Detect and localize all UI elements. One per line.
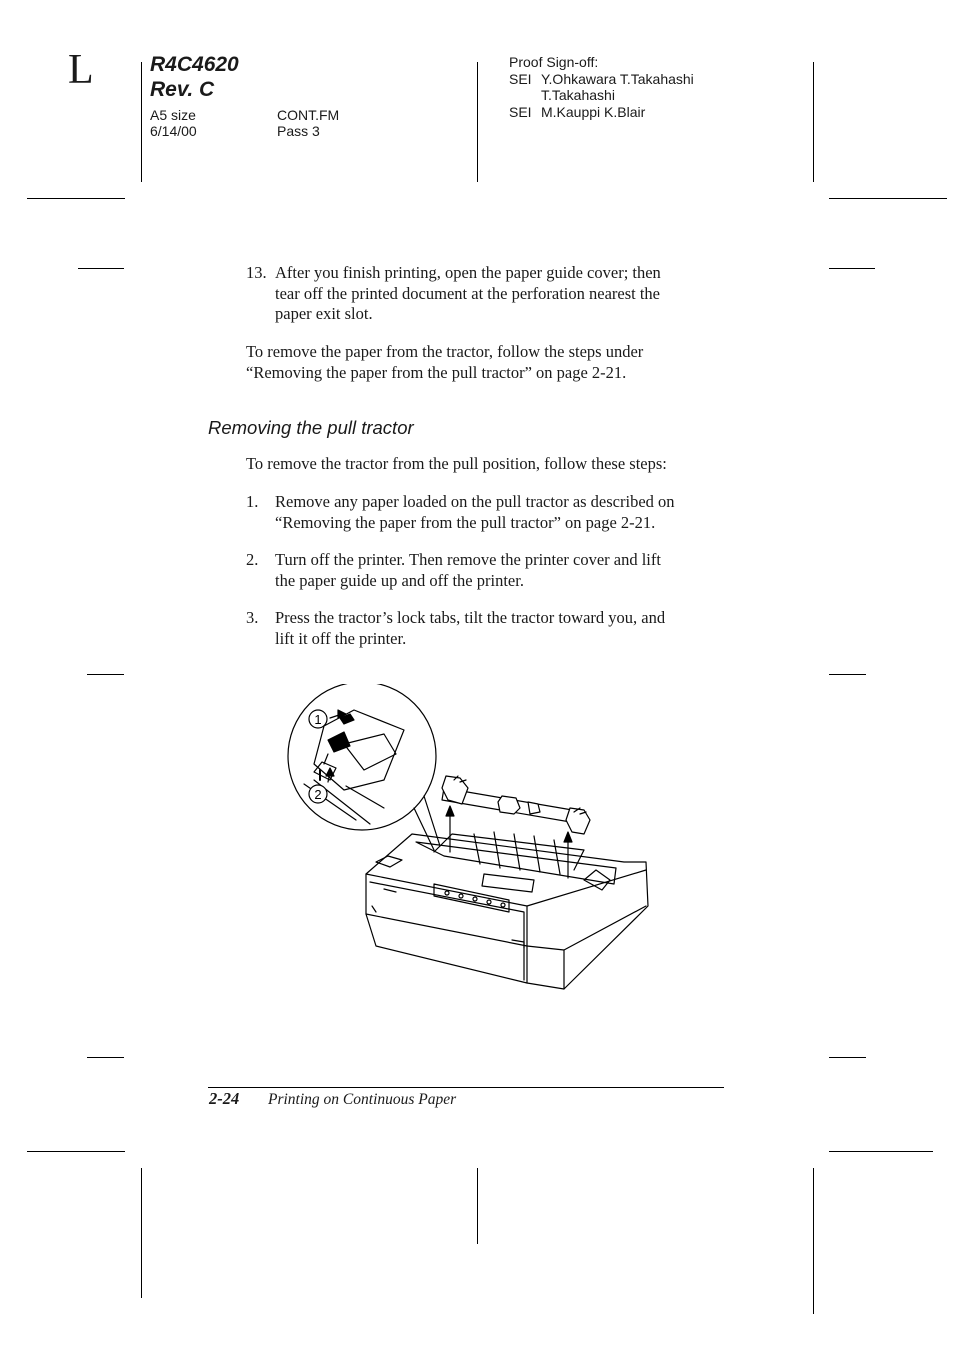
page-number: 2-24 [209, 1089, 240, 1108]
doc-title [150, 52, 239, 102]
step-text-line: After you finish printing, open the paper guide cover; then [275, 263, 661, 282]
proof-row2-code: SEI [509, 104, 532, 120]
step-text-line: lift it off the printer. [275, 628, 407, 648]
printer-illustration [284, 684, 656, 996]
pull-tractor [442, 776, 590, 834]
step-number: 13. [246, 263, 267, 282]
crop-mark [477, 62, 478, 182]
margin-mark [829, 674, 866, 675]
callout-1-label: 1 [314, 712, 322, 727]
crop-mark [477, 1168, 478, 1244]
doc-title-line2: Rev. C [150, 78, 215, 101]
page-side-letter: L [68, 47, 94, 93]
step-text-line: Remove any paper loaded on the pull tractor as described on [275, 492, 675, 511]
step-text-line: paper exit slot. [275, 304, 373, 323]
step-text-line: tear off the printed document at the perforation nearest the [275, 283, 660, 303]
margin-mark [78, 268, 124, 269]
printer-body [366, 834, 648, 989]
step-number: 3. [246, 608, 259, 627]
header-pass: Pass 3 [277, 123, 320, 139]
paragraph [246, 342, 736, 383]
step-text-line: the paper guide up and off the printer. [275, 570, 524, 590]
intro-text: To remove the tractor from the pull position, follow these steps: [246, 454, 667, 473]
proof-row2-names: M.Kauppi K.Blair [541, 104, 646, 120]
step-number: 2. [246, 550, 259, 569]
paragraph-line: To remove the paper from the tractor, follow the steps under [246, 342, 644, 361]
step-text-line: “Removing the paper from the pull tractor” on page 2-21. [275, 512, 656, 532]
section-heading: Removing the pull tractor [208, 417, 414, 438]
step-text-line: Turn off the printer. Then remove the printer cover and lift [275, 550, 661, 569]
proof-row1-names: Y.Ohkawara T.Takahashi [541, 71, 694, 87]
proof-label: Proof Sign-off: [509, 54, 599, 70]
crop-mark [813, 62, 814, 182]
header-date: 6/14/00 [150, 123, 197, 139]
margin-mark [87, 1057, 124, 1058]
crop-mark [27, 1151, 125, 1152]
proof-row1-code: SEI [509, 71, 532, 87]
margin-mark [829, 1057, 866, 1058]
crop-mark [813, 1168, 814, 1314]
step-number: 1. [246, 492, 259, 511]
crop-mark [27, 198, 125, 199]
detail-magnifier [288, 684, 440, 850]
margin-mark [87, 674, 124, 675]
callout-2-label: 2 [314, 787, 322, 802]
paragraph-line: “Removing the paper from the pull tractor” on page 2-21. [246, 362, 627, 382]
proof-row1-cont: T.Takahashi [541, 87, 615, 103]
margin-mark [829, 268, 875, 269]
crop-mark [141, 62, 142, 182]
chapter-title: Printing on Continuous Paper [268, 1091, 457, 1108]
crop-mark [141, 1168, 142, 1298]
crop-mark [829, 1151, 933, 1152]
doc-title-line1: R4C4620 [150, 53, 239, 76]
header-file: CONT.FM [277, 107, 340, 123]
crop-mark [829, 198, 947, 199]
footer-rule [208, 1087, 724, 1088]
header-size: A5 size [150, 107, 196, 123]
step-text-line: Press the tractor’s lock tabs, tilt the tractor toward you, and [275, 608, 666, 627]
